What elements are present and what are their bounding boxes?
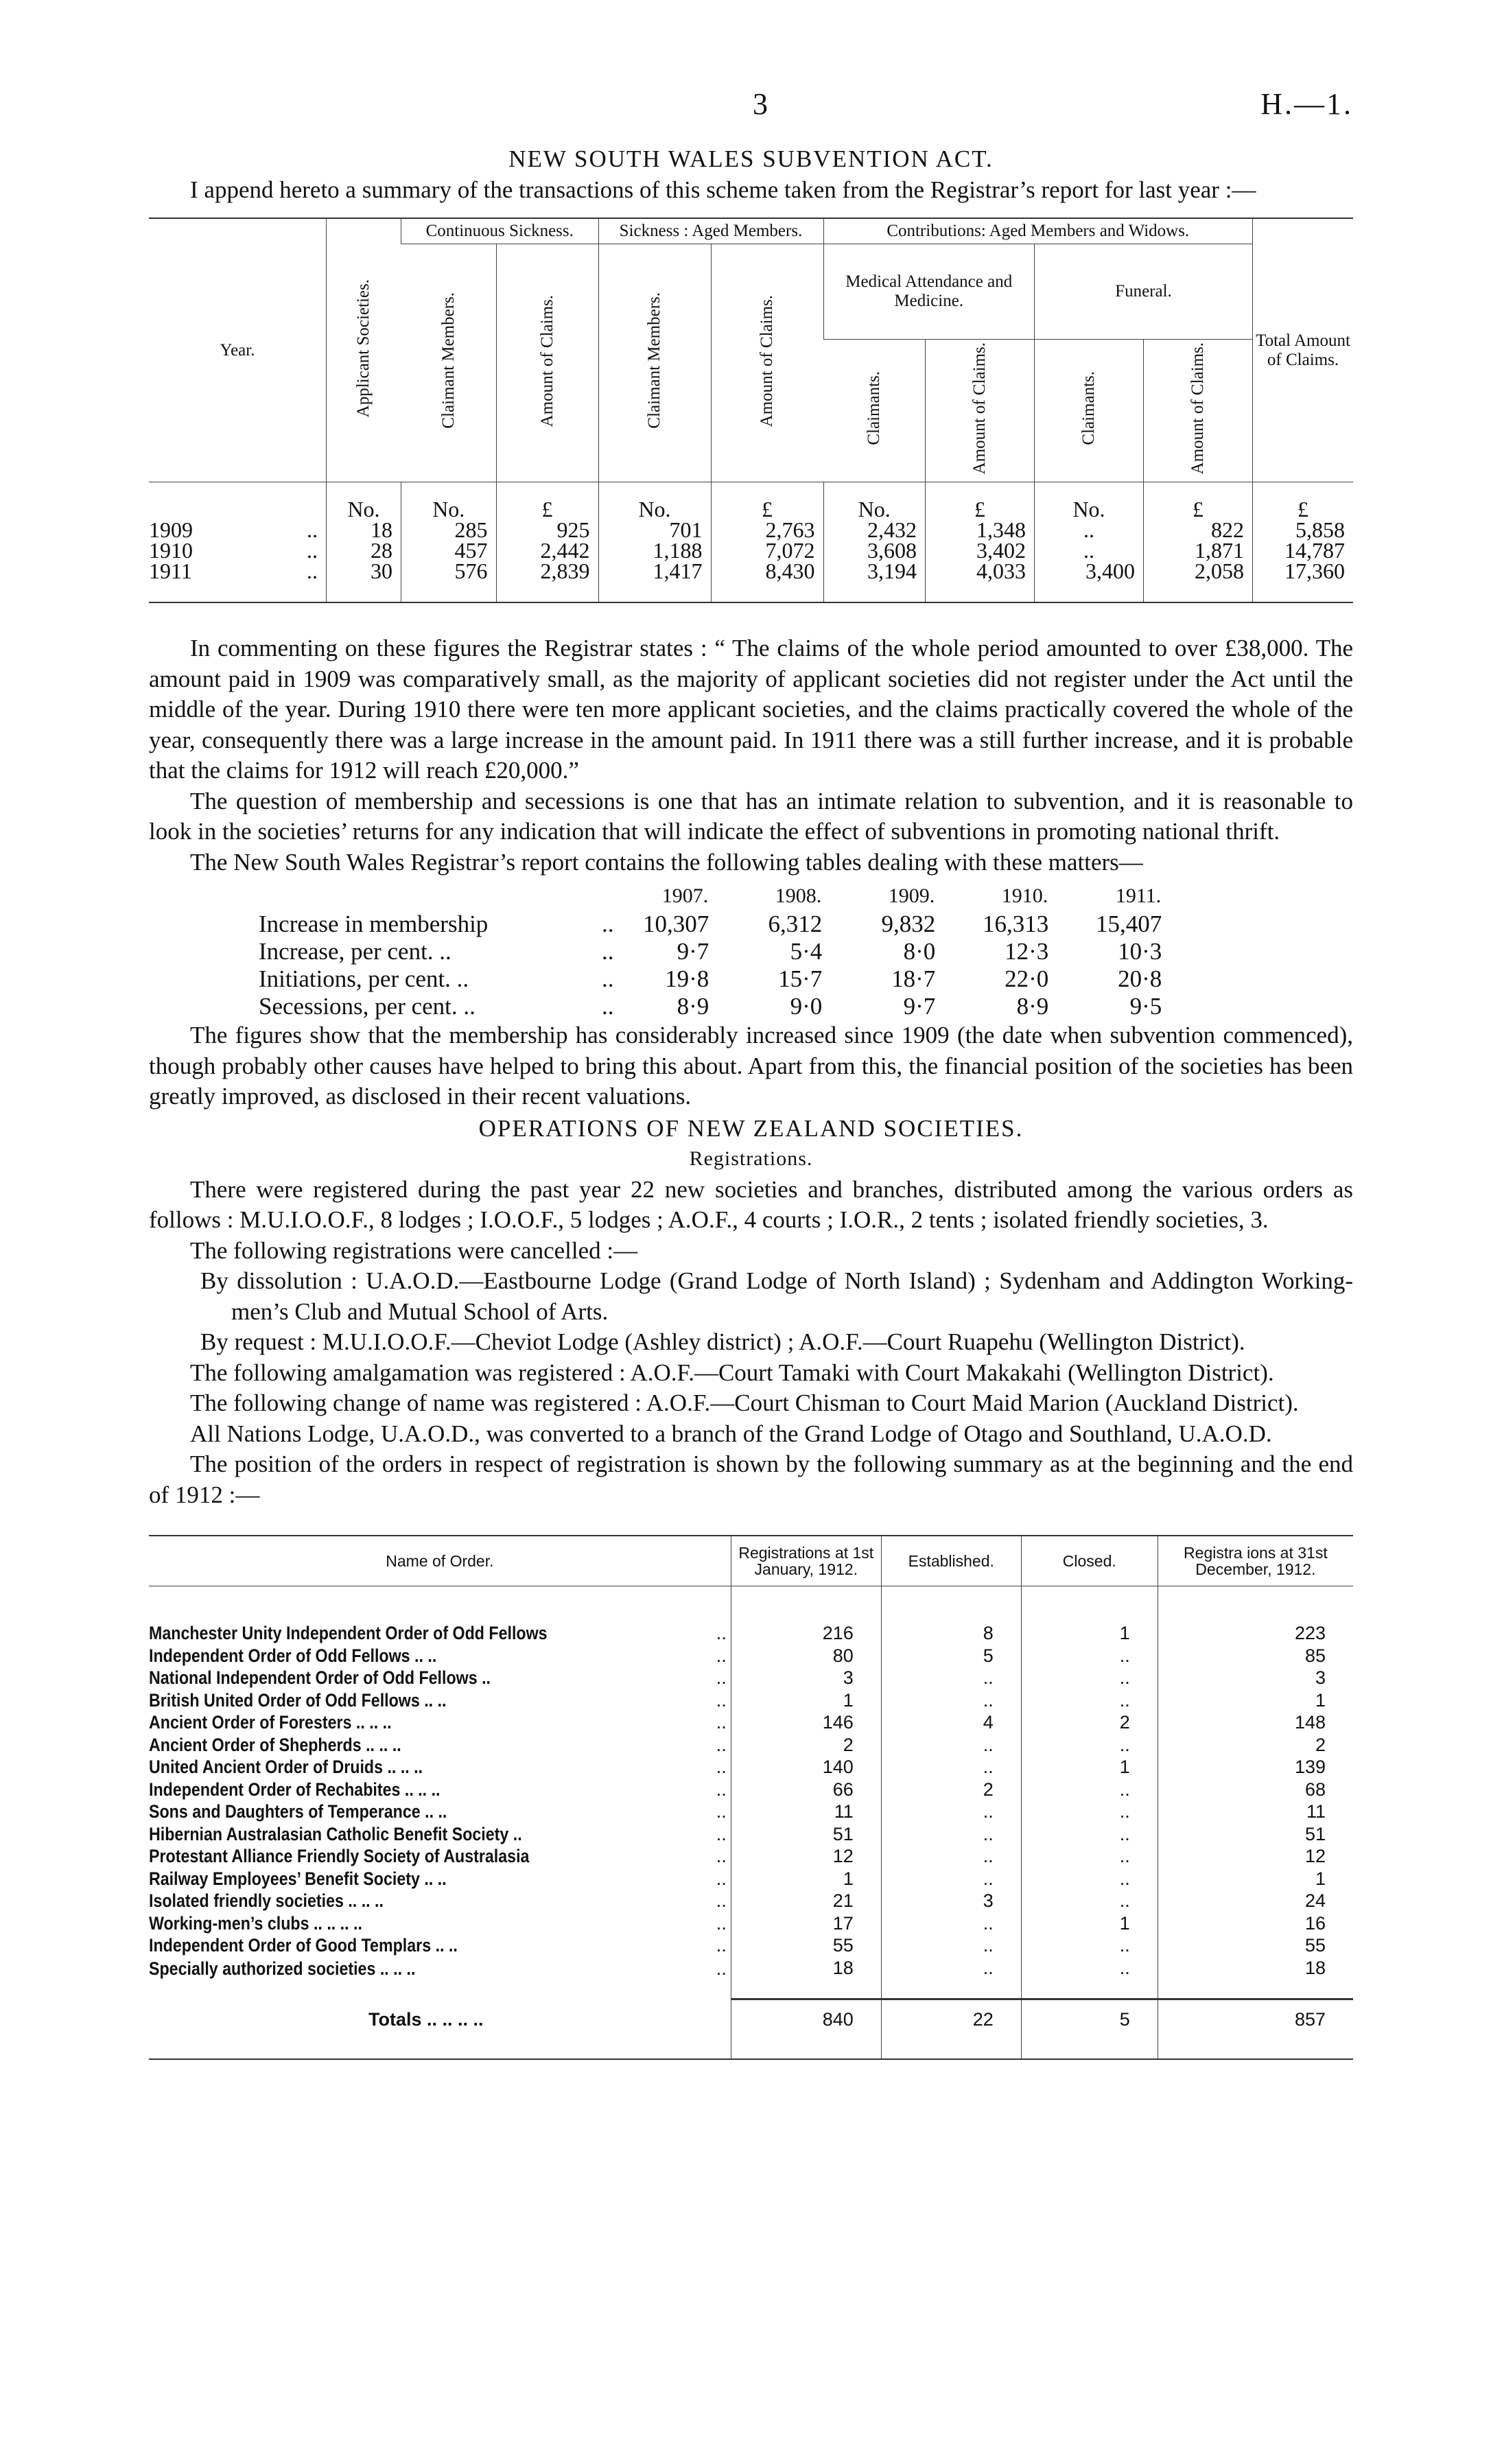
table-row: Independent Order of Good Templars .. .. .. 55 .. .. 55 <box>149 1934 1353 1957</box>
order-name: National Independent Order of Odd Fellows .. <box>149 1667 491 1689</box>
col-reg-end: Registra ions at 31st December, 1912. <box>1158 1536 1353 1586</box>
cell-value: .. <box>881 1734 1021 1757</box>
cell-value: 1 <box>1158 1868 1353 1890</box>
cell-value: .. <box>881 1667 1021 1689</box>
order-name: Specially authorized societies .. .. .. <box>149 1958 416 1979</box>
total-value: 857 <box>1158 1999 1353 2059</box>
totals-row <box>149 1999 1353 2059</box>
cell-value: 2 <box>1158 1734 1353 1757</box>
cell-value: 68 <box>1158 1779 1353 1801</box>
cell-value: 1 <box>1158 1689 1353 1712</box>
col-med-claimants: Claimants. <box>823 340 926 482</box>
cell-value: 51 <box>1158 1823 1353 1846</box>
nz-para-5: The following amalgamation was registered : A.O.F.—Court Tamaki with Court Makakahi (Wellington District). <box>190 1359 1274 1386</box>
group-funeral: Funeral. <box>1035 244 1253 340</box>
group-continuous: Continuous Sickness. <box>401 218 599 244</box>
cell-value: 146 <box>731 1711 881 1734</box>
page-header <box>149 89 1353 144</box>
nsw-intro: I append hereto a summary of the transactions of this scheme taken from the Registrar’s report for last year :— <box>190 176 1256 203</box>
cell-value: 11 <box>1158 1800 1353 1823</box>
table-row: 1911 .. 30 576 2,839 1,417 8,430 3,194 4,033 3,400 2,058 17,360 <box>149 561 1353 602</box>
cell-value: .. <box>1021 1734 1158 1757</box>
cell-value: 139 <box>1158 1756 1353 1779</box>
section-title-nz: OPERATIONS OF NEW ZEALAND SOCIETIES. <box>478 1114 1024 1142</box>
table-row: Manchester Unity Independent Order of Odd Fellows .. 216 8 1 223 <box>149 1586 1353 1645</box>
cell-value: 1 <box>1021 1912 1158 1935</box>
col-closed: Closed. <box>1021 1536 1158 1586</box>
nz-para-1: There were registered during the past year 22 new societies and branches, distributed among the various orders as follows : M.U.I.O.O.F., 8 lodges ; I.O.O.F., 5 lodges ; A.O.F., 4 courts ; I.O.R., 2 tents ; isolated friendly societies, 3. <box>149 1175 1353 1234</box>
cell-value: .. <box>881 1845 1021 1868</box>
cell-value: .. <box>881 1912 1021 1935</box>
order-name: Ancient Order of Foresters .. .. .. <box>149 1712 392 1733</box>
col-cs-members: Claimant Members. <box>401 244 497 482</box>
document-page <box>149 89 1353 2060</box>
cell-value: 55 <box>1158 1934 1353 1957</box>
col-sa-members: Claimant Members. <box>598 244 711 482</box>
col-sa-amount: Amount of Claims. <box>711 244 823 482</box>
cell-value: .. <box>1021 1957 1158 1999</box>
col-fun-claimants: Claimants. <box>1035 340 1144 482</box>
group-contributions: Contributions: Aged Members and Widows. <box>823 218 1253 244</box>
cell-value: 11 <box>731 1800 881 1823</box>
col-cs-amount: Amount of Claims. <box>496 244 598 482</box>
nz-para-6: The following change of name was registered : A.O.F.—Court Chisman to Court Maid Marion (Auckland District). <box>190 1389 1299 1417</box>
nz-registrations-table <box>149 1535 1353 2060</box>
cell-value: 5 <box>881 1645 1021 1667</box>
order-name: Hibernian Australasian Catholic Benefit Society .. <box>149 1823 522 1844</box>
cell-value: 1 <box>731 1689 881 1712</box>
cell-value: .. <box>1021 1890 1158 1912</box>
table-row: Independent Order of Rechabites .. .. .. .. 66 2 .. 68 <box>149 1779 1353 1801</box>
cell-value: 1 <box>731 1868 881 1890</box>
cell-value: .. <box>881 1823 1021 1846</box>
order-name: British United Order of Odd Fellows .. .. <box>149 1689 447 1711</box>
cell-value: .. <box>1021 1823 1158 1846</box>
table-row: Hibernian Australasian Catholic Benefit Society .. .. 51 .. .. 51 <box>149 1823 1353 1846</box>
cell-value: .. <box>881 1756 1021 1779</box>
total-value: 5 <box>1021 1999 1158 2059</box>
total-value: 840 <box>731 1999 881 2059</box>
col-fun-amount: Amount of Claims. <box>1144 340 1253 482</box>
cell-value: 85 <box>1158 1645 1353 1667</box>
cell-value: 12 <box>1158 1845 1353 1868</box>
cell-value: 16 <box>1158 1912 1353 1935</box>
cell-value: .. <box>881 1957 1021 1999</box>
order-name: Independent Order of Good Templars .. .. <box>149 1935 458 1956</box>
stats-row: Initiations, per cent. .. .. 19·8 15·7 18·7 22·0 20·8 <box>259 965 1162 993</box>
cell-value: .. <box>881 1868 1021 1890</box>
order-name: Independent Order of Odd Fellows .. .. <box>149 1645 437 1666</box>
cell-value: 216 <box>731 1586 881 1645</box>
total-value: 22 <box>881 1999 1021 2059</box>
group-sickness-aged: Sickness : Aged Members. <box>598 218 823 244</box>
cell-value: .. <box>1021 1667 1158 1689</box>
nz-para-7: All Nations Lodge, U.A.O.D., was converted to a branch of the Grand Lodge of Otago and Southland, U.A.O.D. <box>190 1420 1272 1447</box>
order-name: Ancient Order of Shepherds .. .. .. <box>149 1734 401 1755</box>
cell-value: 3 <box>1158 1667 1353 1689</box>
cell-value: .. <box>881 1689 1021 1712</box>
cell-value: 8 <box>881 1586 1021 1645</box>
nsw-subvention-table <box>149 218 1353 603</box>
cell-value: .. <box>1021 1689 1158 1712</box>
cell-value: .. <box>1021 1845 1158 1868</box>
cell-value: 21 <box>731 1890 881 1912</box>
subsection-registrations: Registrations. <box>689 1147 813 1171</box>
cell-value: 1 <box>1021 1586 1158 1645</box>
cell-value: 18 <box>1158 1957 1353 1999</box>
table-row: Isolated friendly societies .. .. .. .. 21 3 .. 24 <box>149 1890 1353 1912</box>
cell-value: 2 <box>1021 1711 1158 1734</box>
table-row: Specially authorized societies .. .. .. .. 18 .. .. 18 <box>149 1957 1353 1999</box>
order-name: United Ancient Order of Druids .. .. .. <box>149 1757 423 1778</box>
col-med-amount: Amount of Claims. <box>926 340 1035 482</box>
order-name: Isolated friendly societies .. .. .. <box>149 1890 384 1912</box>
order-name: Independent Order of Rechabites .. .. .. <box>149 1779 441 1800</box>
nz-para-3: By dissolution : U.A.O.D.—Eastbourne Lodge (Grand Lodge of North Island) ; Sydenham and Addington Working-men’s Club and Mutual School of Arts. <box>200 1267 1353 1325</box>
stats-row: Secessions, per cent. .. .. 8·9 9·0 9·7 8·9 9·5 <box>259 993 1162 1020</box>
col-applicant: Applicant Societies. <box>327 218 401 482</box>
cell-value: 4 <box>881 1711 1021 1734</box>
tables-intro: The New South Wales Registrar’s report contains the following tables dealing with these matters— <box>190 848 1143 876</box>
table-row: Working-men’s clubs .. .. .. .. .. 17 .. 1 16 <box>149 1912 1353 1935</box>
cell-value: .. <box>1021 1779 1158 1801</box>
nz-para-8: The position of the orders in respect of registration is shown by the following summary as at the beginning and the end of 1912 :— <box>149 1451 1353 1508</box>
cell-value: 148 <box>1158 1711 1353 1734</box>
membership-para: The question of membership and secessions is one that has an intimate relation to subvention, and it is reasonable to look in the societies’ returns for any indication that will indicate the effect of subventions in promoting national thrift. <box>149 787 1353 845</box>
cell-value: .. <box>1021 1800 1158 1823</box>
nz-para-2: The following registrations were cancelled :— <box>190 1236 638 1264</box>
col-reg-start: Registrations at 1st January, 1912. <box>731 1536 881 1586</box>
page-number: 3 <box>753 87 768 121</box>
table-row: Ancient Order of Shepherds .. .. .. .. 2 .. .. 2 <box>149 1734 1353 1757</box>
order-name: Protestant Alliance Friendly Society of Australasia <box>149 1846 530 1867</box>
cell-value: 55 <box>731 1934 881 1957</box>
cell-value: 12 <box>731 1845 881 1868</box>
cell-value: .. <box>881 1934 1021 1957</box>
cell-value: .. <box>1021 1645 1158 1667</box>
cell-value: .. <box>881 1800 1021 1823</box>
figures-para: The figures show that the membership has considerably increased since 1909 (the date when subvention commenced), though probably other causes have helped to bring this about. Apart from this, the financial position of the societies has been greatly improved, as disclosed in their recent valuations. <box>149 1022 1353 1110</box>
cell-value: 223 <box>1158 1586 1353 1645</box>
table-row: United Ancient Order of Druids .. .. .. .. 140 .. 1 139 <box>149 1756 1353 1779</box>
cell-value: 66 <box>731 1779 881 1801</box>
document-reference: H.—1. <box>1260 87 1353 121</box>
cell-value: 17 <box>731 1912 881 1935</box>
table-row: Protestant Alliance Friendly Society of Australasia .. 12 .. .. 12 <box>149 1845 1353 1868</box>
table-row: 1909 .. 18 285 925 701 2,763 2,432 1,348 .. 822 5,858 <box>149 519 1353 540</box>
table-row: Independent Order of Odd Fellows .. .. .. 80 5 .. 85 <box>149 1645 1353 1667</box>
stats-row: Increase in membership .. 10,307 6,312 9,832 16,313 15,407 <box>259 911 1162 938</box>
cell-value: 2 <box>731 1734 881 1757</box>
cell-value: .. <box>1021 1934 1158 1957</box>
table-row: 1910 .. 28 457 2,442 1,188 7,072 3,608 3,402 .. 1,871 14,787 <box>149 540 1353 561</box>
group-medical: Medical Attendance and Medicine. <box>823 244 1035 340</box>
cell-value: 51 <box>731 1823 881 1846</box>
cell-value: .. <box>1021 1868 1158 1890</box>
cell-value: 3 <box>881 1890 1021 1912</box>
table-row: Ancient Order of Foresters .. .. .. .. 146 4 2 148 <box>149 1711 1353 1734</box>
table-row: Sons and Daughters of Temperance .. .. .. 11 .. .. 11 <box>149 1800 1353 1823</box>
table-row: British United Order of Odd Fellows .. .. .. 1 .. .. 1 <box>149 1689 1353 1712</box>
order-name: Railway Employees’ Benefit Society .. .. <box>149 1868 447 1889</box>
section-title-nsw: NEW SOUTH WALES SUBVENTION ACT. <box>508 145 994 172</box>
col-total: Total Amount of Claims. <box>1253 218 1354 482</box>
cell-value: 24 <box>1158 1890 1353 1912</box>
units-row: No. No. £ No. £ No. £ No. £ £ <box>149 482 1353 520</box>
order-name: Manchester Unity Independent Order of Odd Fellows <box>149 1623 548 1644</box>
col-established: Established. <box>881 1536 1021 1586</box>
table-row: Railway Employees’ Benefit Society .. .. .. 1 .. .. 1 <box>149 1868 1353 1890</box>
nz-para-4: By request : M.U.I.O.O.F.—Cheviot Lodge (Ashley district) ; A.O.F.—Court Ruapehu (Wellington District). <box>200 1328 1245 1356</box>
membership-stats-table: 1907. 1908. 1909. 1910. 1911. Increase in membership .. 10,307 6,312 9,832 16,313 15,407 Increase, per cent. .. .. 9·7 5·4 8·0 12·3 10·3 Initiations, per cent. .. .. 19·8 15·7 18·7 22·0 20·8 Secessions, per cent. .. .. 8·9 9·0 9·7 8·9 9·5 <box>259 884 1162 1020</box>
cell-value: 1 <box>1021 1756 1158 1779</box>
order-name: Sons and Daughters of Temperance .. .. <box>149 1801 447 1822</box>
cell-value: 18 <box>731 1957 881 1999</box>
cell-value: 80 <box>731 1645 881 1667</box>
cell-value: 140 <box>731 1756 881 1779</box>
col-name: Name of Order. <box>149 1536 731 1586</box>
cell-value: 3 <box>731 1667 881 1689</box>
registrar-quote: In commenting on these figures the Registrar states : “ The claims of the whole period amounted to over £38,000. The amount paid in 1909 was comparatively small, as the majority of applicant societies did not register under the Act until the middle of the year. During 1910 there were ten more applicant societies, and the claims practically covered the whole of the year, consequently there was a large increase in the amount paid. In 1911 there was a still further increase, and it is probable that the claims for 1912 will reach £20,000.” <box>149 635 1353 784</box>
order-name: Working-men’s clubs .. .. .. .. <box>149 1912 362 1934</box>
table-row: National Independent Order of Odd Fellows .. .. 3 .. .. 3 <box>149 1667 1353 1689</box>
stats-row: Increase, per cent. .. .. 9·7 5·4 8·0 12·3 10·3 <box>259 938 1162 965</box>
totals-label: Totals .. .. .. .. <box>368 2008 484 2030</box>
col-year: Year. <box>149 218 327 482</box>
cell-value: 2 <box>881 1779 1021 1801</box>
